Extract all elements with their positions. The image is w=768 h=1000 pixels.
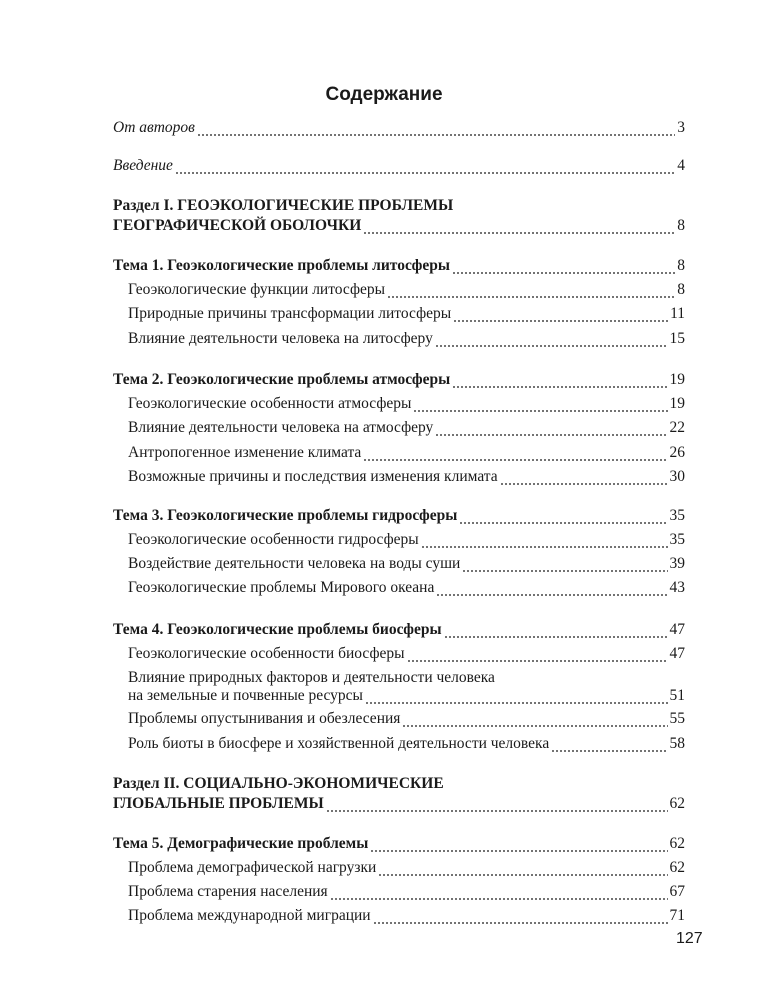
dot-leader [387, 280, 675, 300]
toc-entry-title: Проблема демографической нагрузки [128, 859, 377, 876]
toc-entry-page: 43 [669, 579, 685, 596]
toc-entry-page: 35 [669, 507, 685, 524]
toc-entry-title: Влияние деятельности человека на литосферу [128, 330, 433, 347]
toc-entry[interactable] [128, 644, 685, 664]
toc-entry[interactable] [113, 370, 685, 390]
toc-entry-page: 8 [677, 257, 685, 274]
dot-leader [551, 734, 667, 754]
toc-entry-title: ГЛОБАЛЬНЫЕ ПРОБЛЕМЫ [113, 795, 324, 812]
toc-entry-title: Геоэкологические особенности гидросферы [128, 531, 419, 548]
toc-entry[interactable] [113, 834, 685, 854]
dot-leader [421, 530, 668, 550]
toc-entry-page: 30 [669, 468, 685, 485]
toc-entry-title: Воздействие деятельности человека на воды суши [128, 555, 461, 572]
toc-entry-title-line: Раздел II. СОЦИАЛЬНО-ЭКОНОМИЧЕСКИЕ [113, 775, 444, 792]
toc-entry[interactable] [113, 216, 685, 236]
dot-leader [500, 467, 668, 487]
toc-entry-page: 26 [669, 444, 685, 461]
toc-entry-page: 22 [669, 419, 685, 436]
toc-entry-title: Антропогенное изменение климата [128, 444, 362, 461]
toc-entry[interactable] [128, 882, 685, 902]
toc-entry-title: Тема 2. Геоэкологические проблемы атмосферы [113, 371, 451, 388]
toc-entry-page: 62 [669, 835, 685, 852]
toc-entry-page: 35 [669, 531, 685, 548]
toc-entry[interactable] [113, 794, 685, 814]
toc-entry-title: Введение [113, 157, 173, 174]
dot-leader [452, 256, 675, 276]
toc-entry-page: 51 [669, 687, 685, 704]
toc-entry-title: на земельные и почвенные ресурсы [128, 687, 363, 704]
toc-entry-title: Проблемы опустынивания и обезлесения [128, 710, 401, 727]
toc-entry[interactable] [128, 906, 685, 926]
dot-leader [330, 882, 668, 902]
toc-entry[interactable] [113, 256, 685, 276]
toc-entry-page: 19 [669, 371, 685, 388]
toc-entry-page: 15 [669, 330, 685, 347]
dot-leader [363, 216, 675, 236]
toc-entry-page: 55 [669, 710, 685, 727]
dot-leader [453, 304, 668, 324]
toc-entry[interactable] [128, 467, 685, 487]
toc-entry-title: Тема 3. Геоэкологические проблемы гидросферы [113, 507, 458, 524]
toc-entry[interactable] [113, 506, 685, 526]
toc-entry-title: Роль биоты в биосфере и хозяйственной деятельности человека [128, 735, 550, 752]
dot-leader [452, 370, 667, 390]
toc-entry[interactable] [128, 709, 685, 729]
toc-entry[interactable] [128, 443, 685, 463]
toc-entry-page: 71 [669, 907, 685, 924]
dot-leader [373, 906, 668, 926]
toc-entry-page: 58 [669, 735, 685, 752]
toc-entry[interactable] [113, 620, 685, 640]
toc-entry[interactable] [113, 118, 685, 138]
toc-entry[interactable] [128, 329, 685, 349]
toc-entry-title: Геоэкологические особенности атмосферы [128, 395, 412, 412]
dot-leader [413, 394, 667, 414]
toc-entry-title: Возможные причины и последствия изменения климата [128, 468, 498, 485]
toc-entry-title: Тема 5. Демографические проблемы [113, 835, 369, 852]
dot-leader [365, 686, 668, 706]
dot-leader [462, 554, 667, 574]
toc-entry-page: 19 [669, 395, 685, 412]
toc-entry-title: Проблема старения населения [128, 883, 328, 900]
toc-entry-title-line: Раздел I. ГЕОЭКОЛОГИЧЕСКИЕ ПРОБЛЕМЫ [113, 197, 454, 214]
toc-entry-title: Тема 4. Геоэкологические проблемы биосферы [113, 621, 442, 638]
toc-entry-page: 8 [677, 281, 685, 298]
toc-entry-title: Геоэкологические проблемы Мирового океана [128, 579, 435, 596]
toc-entry[interactable] [113, 156, 685, 176]
toc-entry-page: 47 [669, 621, 685, 638]
page-number: 127 [676, 930, 703, 947]
dot-leader [326, 794, 668, 814]
dot-leader [407, 644, 668, 664]
toc-entry-title: Тема 1. Геоэкологические проблемы литосферы [113, 257, 450, 274]
toc-entry-title: Природные причины трансформации литосферы [128, 305, 452, 322]
dot-leader [370, 834, 667, 854]
toc-entry[interactable] [128, 394, 685, 414]
dot-leader [435, 329, 668, 349]
toc-entry[interactable] [128, 578, 685, 598]
dot-leader [175, 156, 675, 176]
toc-entry-title: Геоэкологические функции литосферы [128, 281, 386, 298]
dot-leader [378, 858, 667, 878]
toc-entry-title: Влияние деятельности человека на атмосферу [128, 419, 434, 436]
toc-entry-title: От авторов [113, 119, 195, 136]
toc-entry-page: 47 [669, 645, 685, 662]
dot-leader [363, 443, 667, 463]
toc-entry[interactable] [128, 530, 685, 550]
toc-entry-title: Геоэкологические особенности биосферы [128, 645, 405, 662]
toc-entry-page: 11 [670, 305, 685, 322]
toc-entry[interactable] [128, 734, 685, 754]
dot-leader [444, 620, 668, 640]
page-title: Содержание [325, 84, 443, 105]
toc-entry-page: 67 [669, 883, 685, 900]
toc-entry[interactable] [128, 554, 685, 574]
dot-leader [459, 506, 667, 526]
toc-entry-page: 62 [669, 859, 685, 876]
toc-entry-page: 39 [669, 555, 685, 572]
toc-entry-page: 8 [677, 217, 685, 234]
dot-leader [402, 709, 667, 729]
toc-entry[interactable] [128, 304, 685, 324]
toc-entry[interactable] [128, 418, 685, 438]
toc-entry-page: 3 [677, 119, 685, 136]
toc-entry-page: 4 [677, 157, 685, 174]
toc-entry-title: ГЕОГРАФИЧЕСКОЙ ОБОЛОЧКИ [113, 217, 362, 234]
toc-entry[interactable] [128, 858, 685, 878]
dot-leader [435, 418, 667, 438]
toc-entry-title-line: Влияние природных факторов и деятельности человека [128, 669, 495, 686]
toc-entry-title: Проблема международной миграции [128, 907, 371, 924]
dot-leader [436, 578, 667, 598]
toc-entry-page: 62 [669, 795, 685, 812]
dot-leader [197, 118, 675, 138]
toc-entry[interactable] [128, 686, 685, 706]
toc-entry[interactable] [128, 280, 685, 300]
